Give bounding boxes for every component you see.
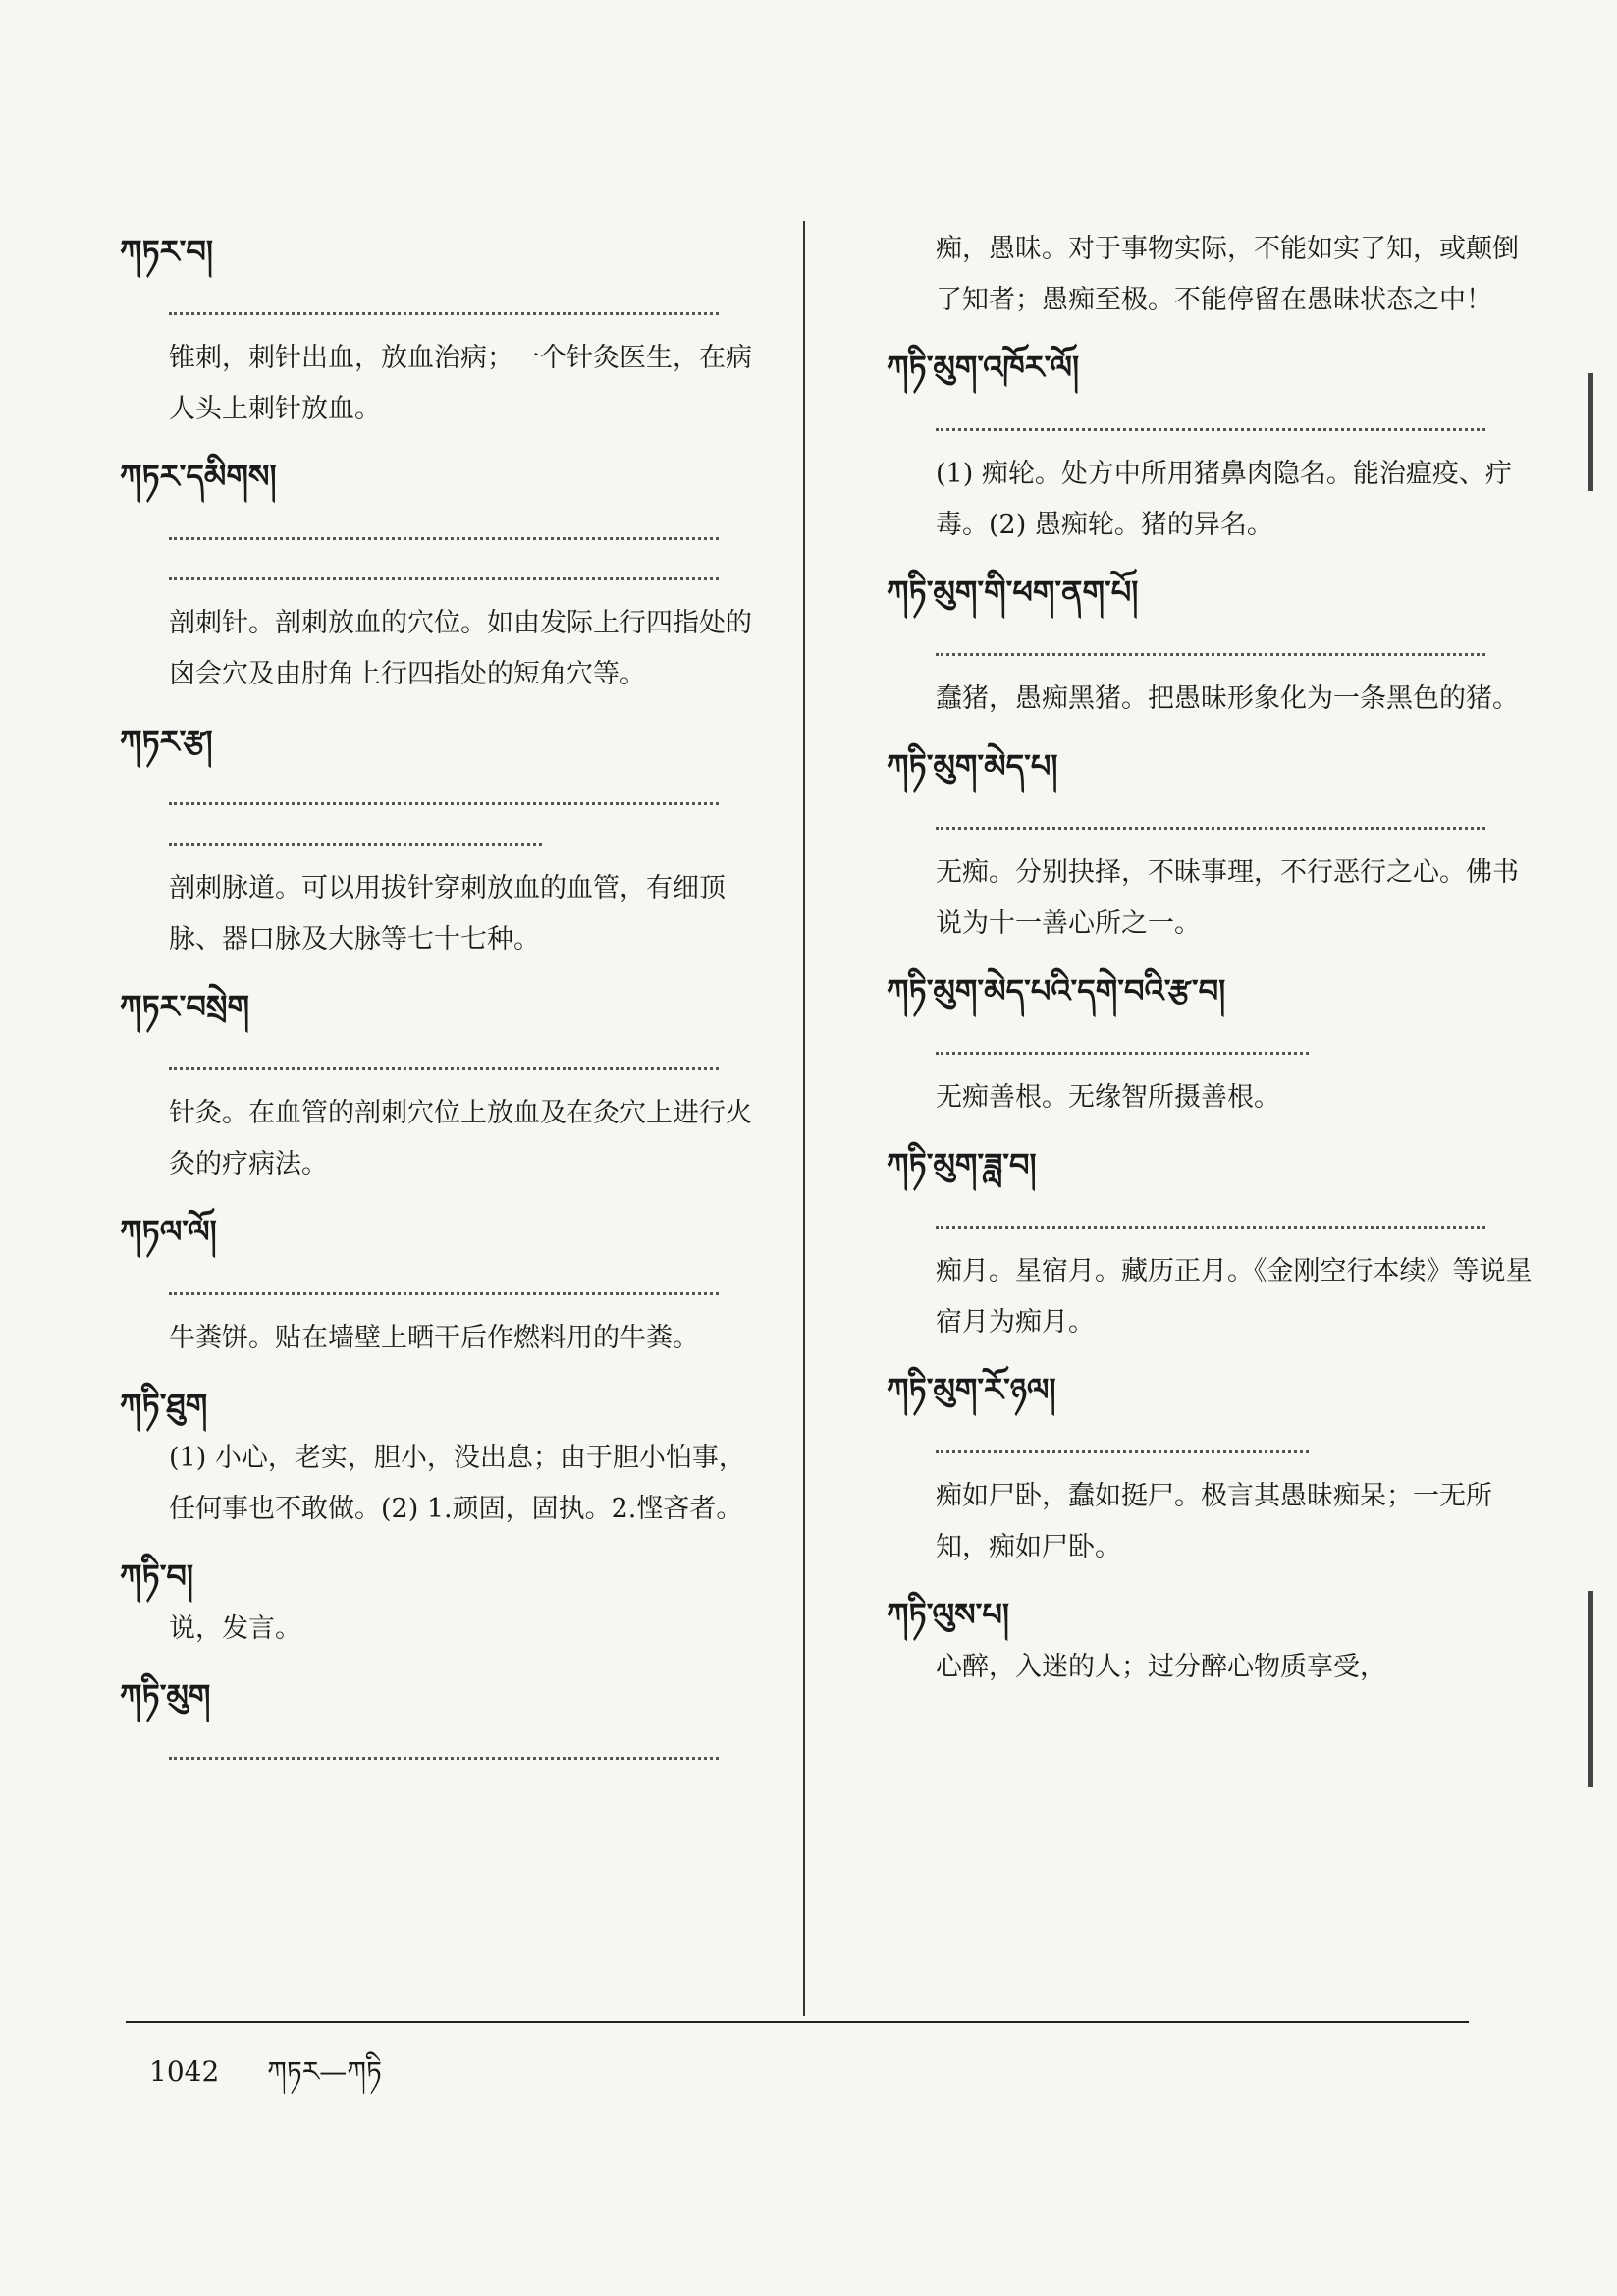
chinese-definition: 蠢猪，愚痴黑猪。把愚昧形象化为一条黑色的猪。: [936, 683, 1519, 714]
headword: ཀཏི་མུག་གི་ཕག་ནག་པོ།: [887, 574, 1139, 611]
tibetan-gloss-placeholder: [936, 1431, 1309, 1453]
chinese-definition: 痴如尸卧，蠢如挺尸。极言其愚昧痴呆；一无所知，痴如尸卧。: [936, 1481, 1492, 1562]
headword: ཀཏར་དམིགས།: [120, 458, 277, 495]
entry: [887, 565, 1535, 725]
tibetan-gloss-placeholder: [169, 293, 719, 315]
entry: [887, 340, 1535, 551]
headword: ཀཏི་མུག་མེད་པ།: [887, 747, 1058, 785]
page-number: 1042: [149, 2055, 220, 2088]
headword: ཀཏར་བསྲེག: [120, 988, 250, 1025]
entry: [887, 1587, 1535, 1693]
headword: ཀཏར་བ།: [120, 233, 213, 270]
tibetan-gloss-placeholder: [936, 1032, 1309, 1055]
chinese-definition: 说，发言。: [169, 1613, 301, 1644]
headword: ཀཏི་མུག: [120, 1677, 211, 1715]
tibetan-gloss-placeholder: [936, 409, 1485, 431]
chinese-definition: 锥刺，刺针出血，放血治病；一个针灸医生，在病人头上刺针放血。: [169, 343, 752, 424]
tibetan-gloss-placeholder: [169, 1048, 719, 1070]
chinese-definition: 牛粪饼。贴在墙壁上晒干后作燃料用的牛粪。: [169, 1323, 699, 1353]
entry: [887, 1137, 1535, 1348]
scan-edge-marks: [1570, 0, 1599, 2296]
tibetan-gloss-placeholder: [936, 633, 1485, 656]
footer-rule: [126, 2021, 1469, 2023]
chinese-definition: 剖刺针。剖刺放血的穴位。如由发际上行四指处的囟会穴及由肘角上行四指处的短角穴等。: [169, 608, 752, 689]
entry: [120, 714, 768, 965]
chinese-definition: 痴月。星宿月。藏历正月。《金刚空行本续》等说星宿月为痴月。: [936, 1256, 1533, 1338]
chinese-definition: 无痴善根。无缘智所摄善根。: [936, 1082, 1280, 1113]
chinese-definition: 心醉，入迷的人；过分醉心物质享受，: [936, 1652, 1386, 1682]
tibetan-gloss-placeholder: [169, 1273, 719, 1295]
entry: [887, 738, 1535, 950]
tibetan-gloss-placeholder: [936, 1206, 1485, 1229]
chinese-definition: (1) 痴轮。处方中所用猪鼻肉隐名。能治瘟疫、疔毒。(2) 愚痴轮。猪的异名。: [936, 459, 1512, 540]
chinese-definition: 痴，愚昧。对于事物实际，不能如实了知，或颠倒了知者；愚痴至极。不能停留在愚昧状态之中！: [936, 234, 1519, 315]
entry: [887, 963, 1535, 1123]
entry: [120, 1378, 768, 1535]
tibetan-gloss-placeholder: [169, 783, 719, 805]
column-divider: [803, 221, 805, 2016]
tibetan-gloss-placeholder: [169, 518, 719, 540]
running-head: ཀཏར—ཀཏི: [267, 2055, 382, 2088]
tibetan-gloss-placeholder: [169, 1737, 719, 1760]
tibetan-gloss-placeholder: [169, 823, 542, 846]
left-column: [120, 224, 768, 1777]
entry: [120, 449, 768, 700]
right-column: [887, 224, 1535, 1707]
headword: ཀཏི་མུག་འཁོར་ལོ།: [887, 349, 1080, 386]
entry: [120, 1668, 768, 1760]
headword: ཀཏལ་ལོ།: [120, 1213, 217, 1250]
headword: ཀཏི་མུག་མེད་པའི་དགེ་བའི་རྩ་བ།: [887, 972, 1226, 1010]
entry: [887, 224, 1535, 326]
entry: [120, 1549, 768, 1655]
tibetan-gloss-placeholder: [169, 558, 719, 580]
headword: ཀཏི་ཐུག: [120, 1387, 208, 1424]
headword: ཀཏི་མུག་ཟླ་བ།: [887, 1146, 1037, 1183]
entry: [120, 979, 768, 1190]
entry: [120, 224, 768, 435]
headword: ཀཏི་ལུས་པ།: [887, 1596, 1009, 1633]
entry: [120, 1204, 768, 1364]
chinese-definition: 针灸。在血管的剖刺穴位上放血及在灸穴上进行火灸的疗病法。: [169, 1098, 752, 1179]
entry: [887, 1362, 1535, 1573]
chinese-definition: 剖刺脉道。可以用拔针穿刺放血的血管，有细顶脉、器口脉及大脉等七十七种。: [169, 873, 726, 955]
headword: ཀཏར་རྩ།: [120, 723, 213, 760]
chinese-definition: (1) 小心，老实，胆小，没出息；由于胆小怕事，任何事也不敢做。(2) 1.顽固，固执。2.悭吝者。: [169, 1443, 745, 1524]
page-footer: [149, 2041, 421, 2118]
headword: ཀཏི་བ།: [120, 1558, 194, 1595]
tibetan-gloss-placeholder: [936, 807, 1485, 830]
headword: ཀཏི་མུག་རོ་ཉལ།: [887, 1371, 1056, 1408]
chinese-definition: 无痴。分别抉择，不昧事理，不行恶行之心。佛书说为十一善心所之一。: [936, 857, 1519, 939]
